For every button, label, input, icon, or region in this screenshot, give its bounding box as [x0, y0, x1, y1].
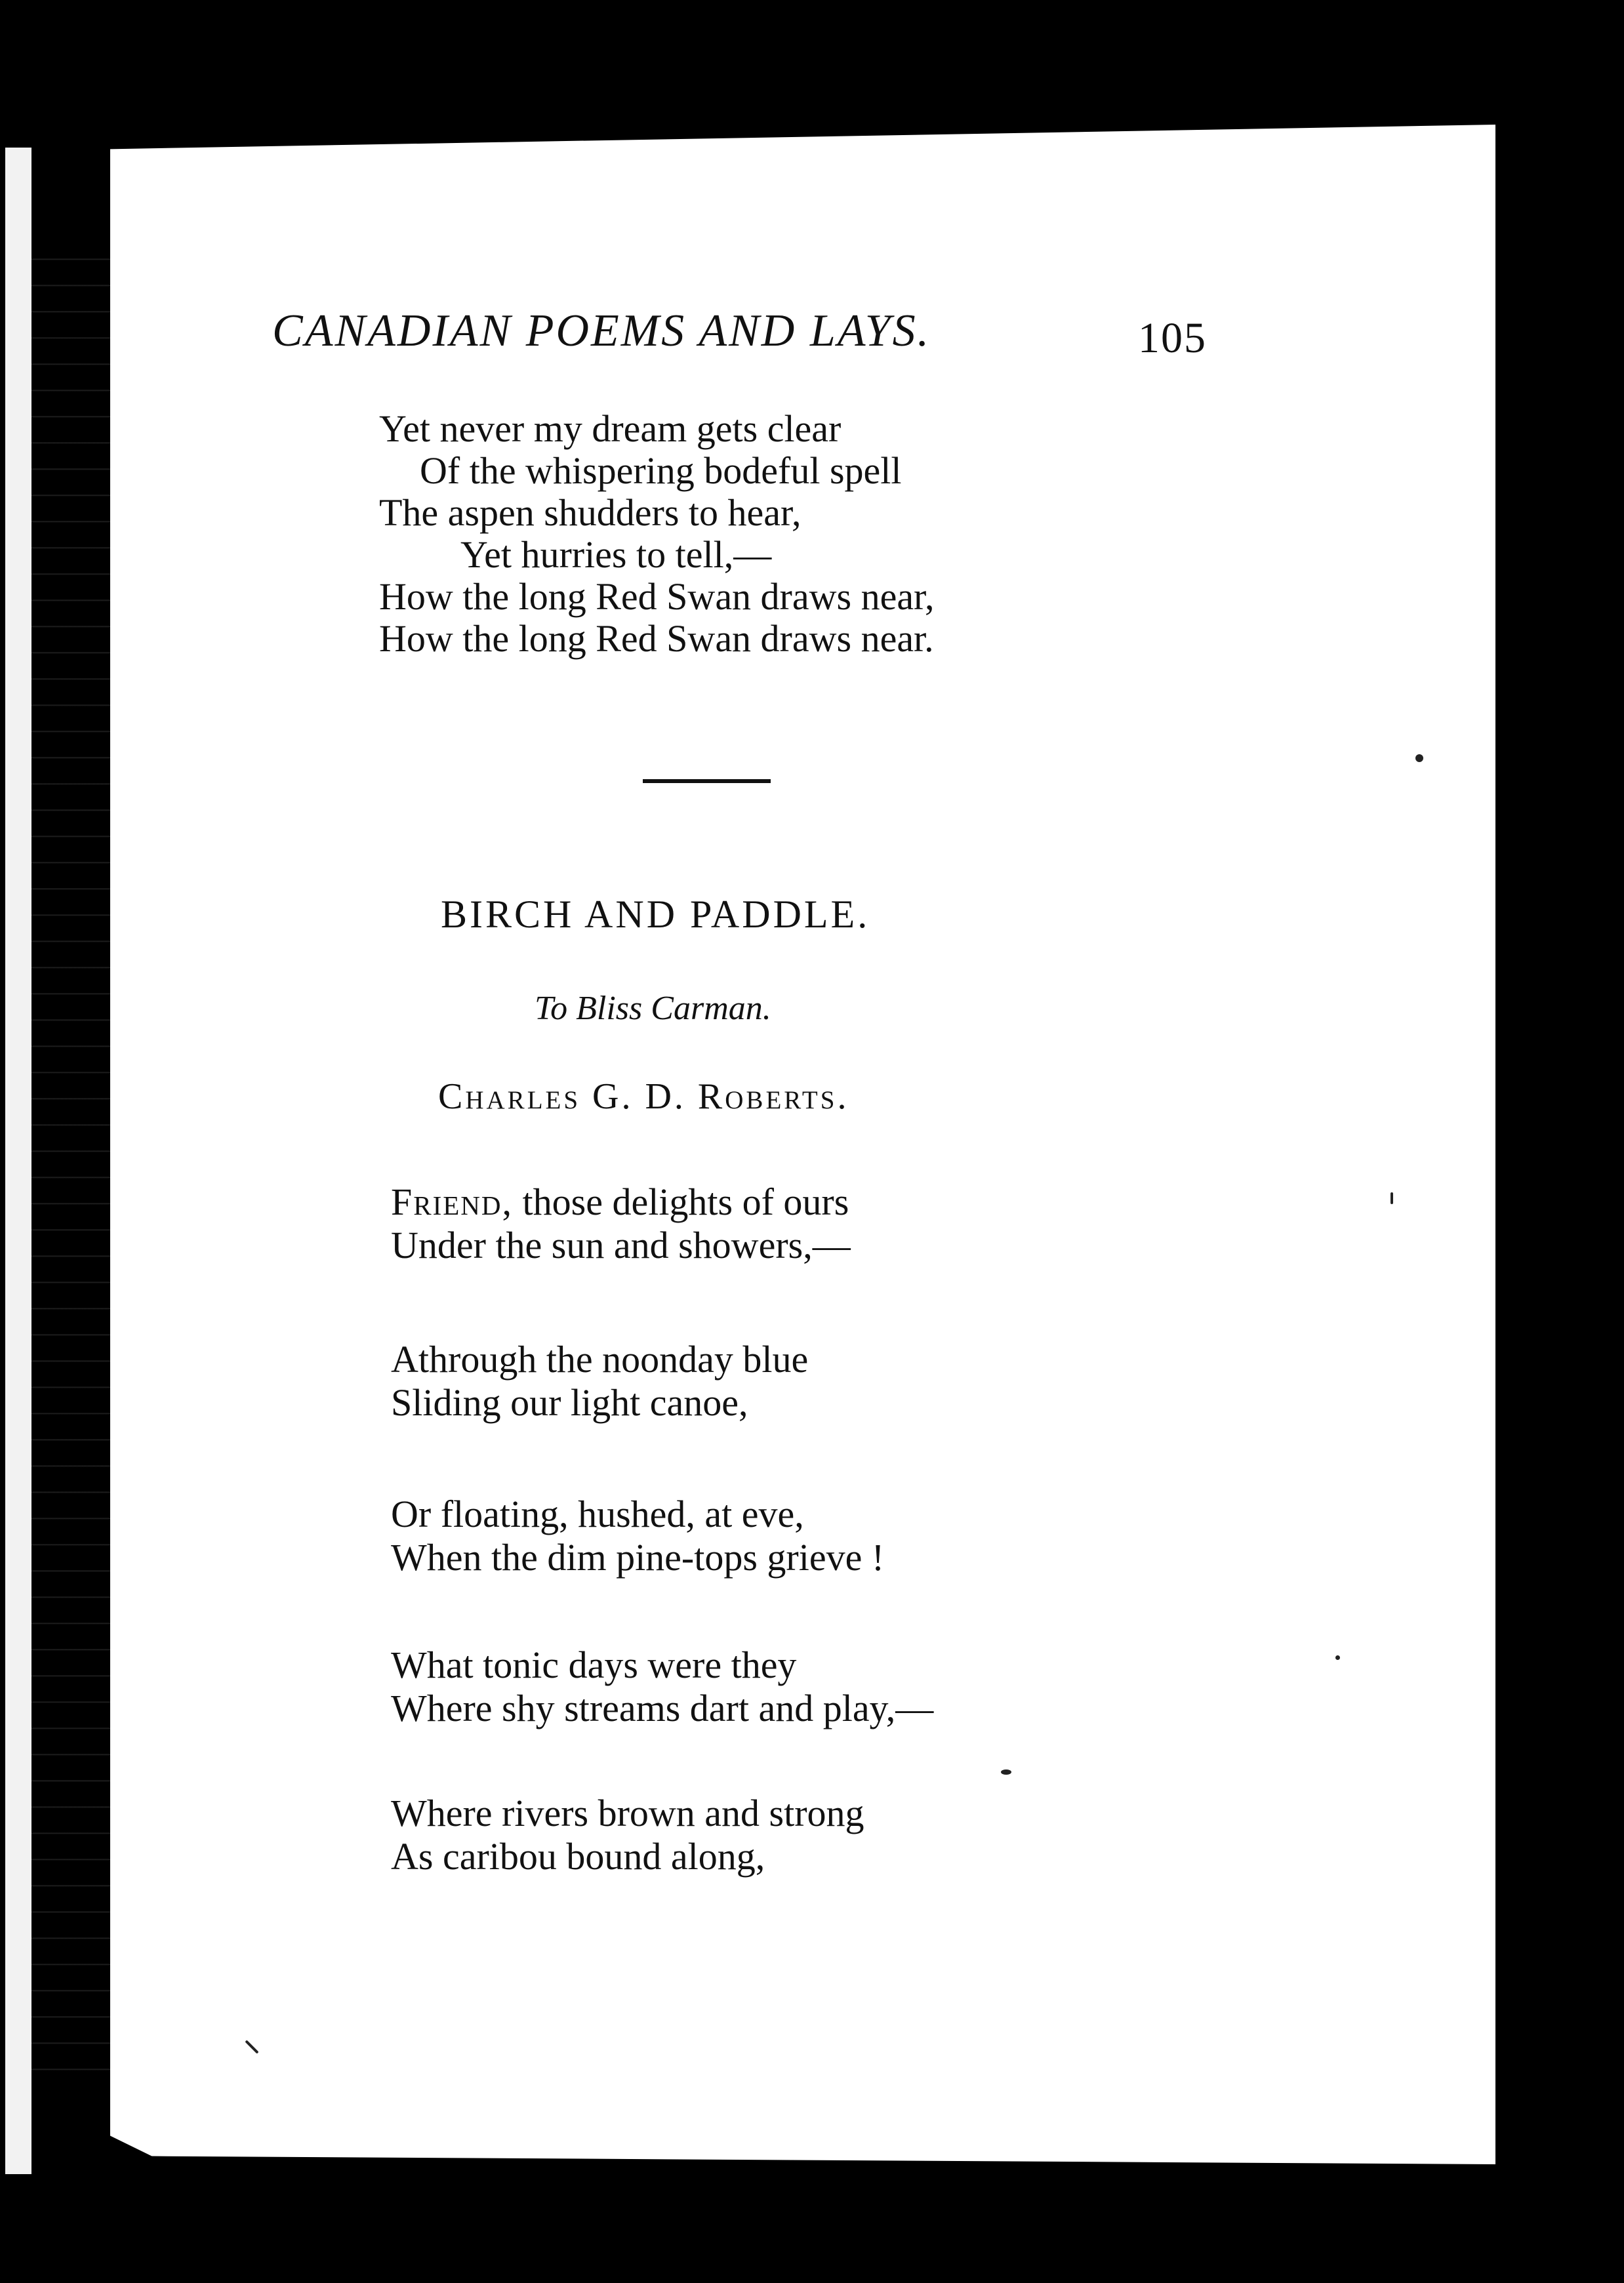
poem-line [391, 1181, 851, 1224]
section-divider-rule [643, 779, 771, 783]
poem-line: What tonic days were they [391, 1644, 797, 1686]
poem-line: The aspen shudders to hear, [379, 491, 802, 534]
poem-dedication: To Bliss Carman. [535, 990, 771, 1027]
poem-line-text: those delights of ours [522, 1181, 849, 1223]
book-binding-edge [5, 148, 31, 2174]
poem-line: Athrough the noonday blue [391, 1338, 809, 1381]
poem-line: As caribou bound along, [391, 1835, 765, 1878]
poem-line: Sliding our light canoe, [391, 1381, 748, 1424]
opening-word: Friend, [391, 1181, 514, 1223]
stanza [391, 1792, 864, 1878]
stanza [391, 1181, 851, 1267]
poem-line: When the dim pine-tops grieve ! [391, 1536, 885, 1579]
print-speck [1001, 1769, 1011, 1775]
running-head-title: CANADIAN POEMS AND LAYS. [272, 306, 931, 356]
poem-author: Charles G. D. Roberts. [438, 1076, 849, 1117]
previous-poem-ending [379, 408, 935, 660]
stanza [391, 1644, 933, 1730]
running-head [272, 305, 1230, 357]
poem-line: Where shy streams dart and play,— [391, 1687, 934, 1729]
poem-line: Yet hurries to tell,— [460, 533, 772, 576]
poem-line: How the long Red Swan draws near. [379, 617, 934, 660]
page-number: 105 [1138, 314, 1207, 362]
print-speck [1391, 1192, 1393, 1204]
poem-title: BIRCH AND PADDLE. [441, 893, 870, 936]
poem-line: Under the sun and showers,— [391, 1224, 851, 1266]
stanza [391, 1493, 884, 1579]
stanza [391, 1338, 808, 1424]
print-speck [1415, 754, 1423, 762]
poem-line: Of the whispering bodeful spell [420, 449, 902, 492]
poem-line: Yet never my dream gets clear [379, 407, 842, 450]
page-gutter-shadow [31, 249, 110, 2086]
poem-line: Or floating, hushed, at eve, [391, 1493, 804, 1535]
poem-line: Where rivers brown and strong [391, 1792, 864, 1834]
poem-line: How the long Red Swan draws near, [379, 575, 935, 618]
print-speck [1335, 1655, 1340, 1660]
